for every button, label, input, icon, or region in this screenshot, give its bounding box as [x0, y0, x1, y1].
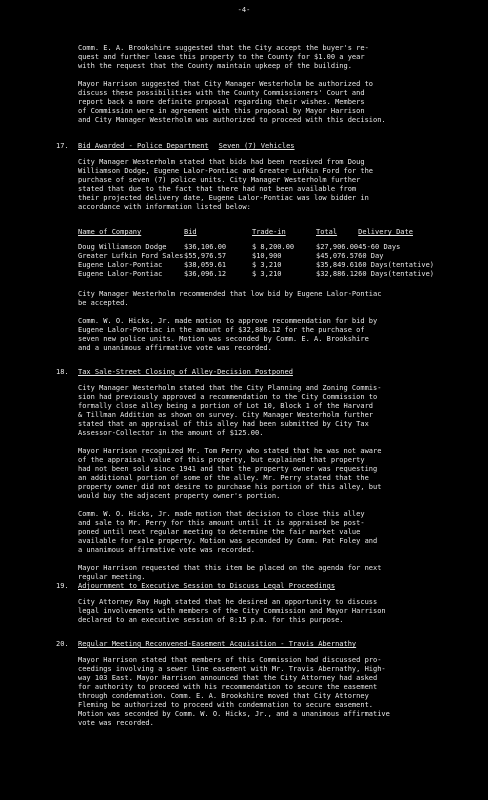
item-number: 20. [56, 640, 69, 648]
text-line: and City Manager Westerholm was authorized to proceed with this decision. [78, 116, 386, 124]
text-line: sion had previously approved a recommendation to the City Commission to [78, 393, 378, 401]
table-cell: 60 Day [358, 252, 384, 260]
text-line: purchase of seven (7) police units. City Manager Westerholm further [78, 176, 361, 184]
text-line [78, 308, 468, 317]
text-line: City Manager Westerholm stated that bids had been received from Doug [78, 158, 365, 166]
text-line: City Manager Westerholm recommended that low bid by Eugene Lalor-Pontiac [78, 290, 382, 298]
text-line: City Manager Westerholm stated that the City Planning and Zoning Commis- [78, 384, 382, 392]
text-line: accordance with information listed below: [78, 203, 251, 211]
bid-table [78, 228, 463, 279]
text-line: of Commission were in agreement with this proposal by Mayor Harrison [78, 107, 365, 115]
text-line: would buy the adjacent property owner's portion. [78, 492, 281, 500]
table-cell: Eugene Lalor-Pontiac [78, 261, 163, 269]
item-number: 18. [56, 368, 69, 376]
table-cell: $ 3,210 [252, 261, 282, 269]
text-line: an additional portion of some of the alley. Mr. Perry stated that the [78, 474, 369, 482]
table-cell: 60 Days(tentative) [358, 270, 435, 278]
text-line: and sale to Mr. Perry for this amount until it is appraised be post- [78, 519, 365, 527]
text-line: be accepted. [78, 299, 129, 307]
table-cell: $55,976.57 [184, 252, 227, 260]
item-18-paragraph [78, 384, 468, 582]
table-cell: Greater Lufkin Ford Sales [78, 252, 184, 260]
text-line: Mayor Harrison requested that this item be placed on the agenda for next [78, 564, 382, 572]
text-line: Mayor Harrison suggested that City Manager Westerholm be authorized to [78, 80, 374, 88]
item-heading-tail: Seven (7) Vehicles [218, 142, 295, 150]
item-heading-text: Bid Awarded - Police Department [78, 142, 209, 150]
column-header: Bid [184, 228, 197, 236]
text-line: Mayor Harrison recognized Mr. Tom Perry who stated that he was not aware [78, 447, 382, 455]
table-cell: 45-60 Days [358, 243, 401, 251]
text-line: with the request that the County maintain upkeep of the building. [78, 62, 352, 70]
table-cell: $36,106.00 [184, 243, 227, 251]
table-row [78, 243, 463, 252]
table-header-row [78, 228, 463, 237]
text-line: poned until next regular meeting to determine the fair market value [78, 528, 361, 536]
text-line: regular meeting. [78, 573, 146, 581]
text-line: available for sale property. Motion was seconded by Comm. Pat Foley and [78, 537, 378, 545]
text-line: Eugene Lalor-Pontiac in the amount of $32,886.12 for the purchase of [78, 326, 365, 334]
text-line: Mayor Harrison stated that members of this Commission had discussed pro- [78, 656, 382, 664]
text-line: ceedings involving a sewer line easement with Mr. Travis Abernathy, High- [78, 665, 386, 673]
item-heading: Tax Sale-Street Closing of Alley-Decision Postponed [78, 368, 293, 376]
column-header: Name of Company [78, 228, 142, 236]
text-line [78, 71, 468, 80]
text-line: report back a more definite proposal regarding their wishes. Members [78, 98, 365, 106]
text-line: quest and further lease this property to the County for $1.00 a year [78, 53, 365, 61]
text-line: legal involvements with members of the City Commission and Mayor Harrison [78, 607, 386, 615]
text-line: property owner did not desire to purchase his portion of this alley, but [78, 483, 382, 491]
text-line: and a unanimous affirmative vote was recorded. [78, 344, 272, 352]
item-number: 19. [56, 582, 69, 590]
table-cell: $27,906.00 [316, 243, 359, 251]
text-line: declared to an executive session of 8:15 p.m. for this purpose. [78, 616, 344, 624]
text-line: seven new police units. Motion was seconded by Comm. E. A. Brookshire [78, 335, 369, 343]
text-line: for authority to proceed with his recommendation to secure the easement [78, 683, 378, 691]
table-cell: $ 3,210 [252, 270, 282, 278]
item-heading: Adjournment to Executive Session to Discuss Legal Proceedings [78, 582, 336, 590]
item-20-paragraph [78, 656, 468, 728]
column-header: Trade-in [252, 228, 286, 236]
item-number: 17. [56, 142, 69, 150]
text-line: & Tillman Addition as shown on survey. City Manager Westerholm further [78, 411, 374, 419]
text-line: had not been sold since 1941 and that the property owner was requesting [78, 465, 378, 473]
text-line: Comm. W. O. Hicks, Jr. made motion to approve recommendation for bid by [78, 317, 378, 325]
table-row [78, 252, 463, 261]
table-cell: Doug Williamson Dodge [78, 243, 167, 251]
page-number: -4- [237, 6, 251, 14]
text-line: stated that an appraisal of this alley had been submitted by City Tax [78, 420, 369, 428]
text-line: through condemnation. Comm. E. A. Brookshire moved that City Attorney [78, 692, 369, 700]
text-line: a unanimous affirmative vote was recorded. [78, 546, 256, 554]
text-line [78, 501, 468, 510]
text-line: stated that due to the fact that there had not been available from [78, 185, 357, 193]
table-cell: 60 Days(tentative) [358, 261, 435, 269]
text-line [78, 438, 468, 447]
item-heading [78, 142, 295, 151]
text-line: Comm. W. O. Hicks, Jr. made motion that decision to close this alley [78, 510, 365, 518]
table-cell: $10,900 [252, 252, 282, 260]
column-header: Delivery Date [358, 228, 413, 236]
text-line: of the appraisal value of this property, but explained that property [78, 456, 365, 464]
text-line: vote was recorded. [78, 719, 154, 727]
column-header: Total [316, 228, 338, 236]
text-line: formally close alley being a portion of Lot 10, Block 1 of the Harvard [78, 402, 374, 410]
item-17-paragraph [78, 158, 468, 212]
table-cell: $32,886.12 [316, 270, 359, 278]
table-cell: Eugene Lalor-Pontiac [78, 270, 163, 278]
item-heading: Regular Meeting Reconvened-Easement Acquisition - Travis Abernathy [78, 640, 357, 648]
text-line: discuss these possibilities with the County Commissioners' Court and [78, 89, 365, 97]
text-line: their projected delivery date, Eugene Lalor-Pontiac was low bidder in [78, 194, 369, 202]
item-17-recommendation [78, 290, 468, 353]
text-line [78, 555, 468, 564]
table-cell: $45,076.57 [316, 252, 359, 260]
text-line: Comm. E. A. Brookshire suggested that the City accept the buyer's re- [78, 44, 369, 52]
item-19-paragraph [78, 598, 468, 625]
text-line: Williamson Dodge, Eugene Lalor-Pontiac and Greater Lufkin Ford for the [78, 167, 374, 175]
text-line: Motion was seconded by Comm. W. O. Hicks, Jr., and a unanimous affirmative [78, 710, 390, 718]
text-line: Assessor-Collector in the amount of $125.00. [78, 429, 264, 437]
table-cell: $38,059.61 [184, 261, 227, 269]
text-line: way 103 East. Mayor Harrison announced that the City Attorney had asked [78, 674, 378, 682]
table-cell: $36,096.12 [184, 270, 227, 278]
table-row [78, 261, 463, 270]
text-line: Fleming be authorized to proceed with condemnation to secure easement. [78, 701, 374, 709]
text-line: City Attorney Ray Hugh stated that he desired an opportunity to discuss [78, 598, 378, 606]
intro-paragraph [78, 44, 468, 125]
table-cell: $ 8,200.00 [252, 243, 295, 251]
table-cell: $35,849.61 [316, 261, 359, 269]
table-row [78, 270, 463, 279]
